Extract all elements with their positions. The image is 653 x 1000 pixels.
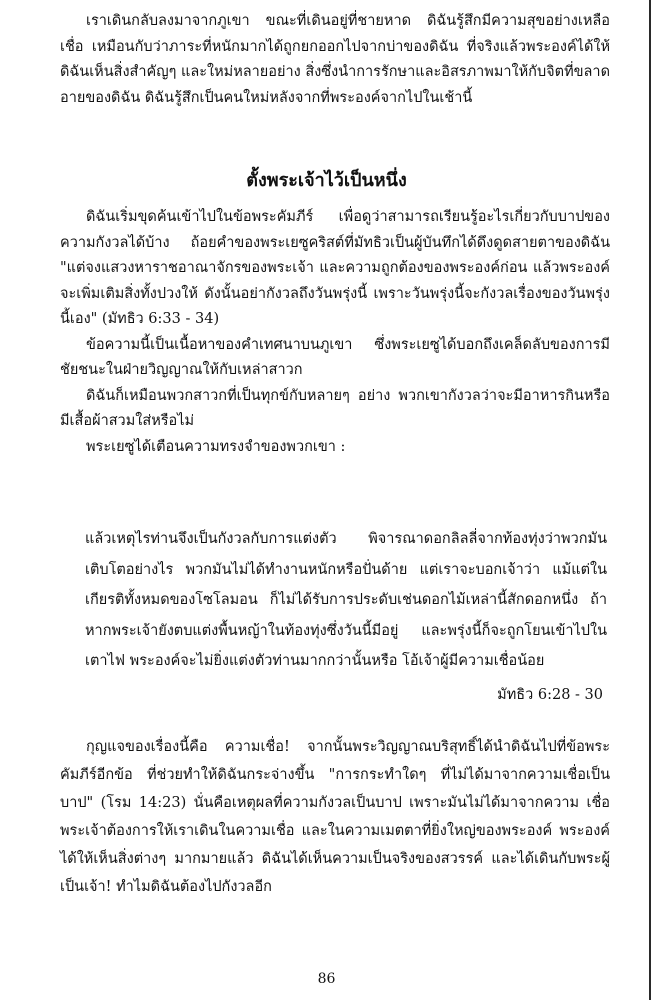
page-number: 86 <box>317 971 336 987</box>
body-paragraph-2: ข้อความนี้เป็นเนื้อหาของคำเทศนาบนภูเขา ซึ่งพระเยซูได้บอกถึงเคล็ดลับของการมีชัยชนะในฝ่ายวิญญาณให้กับเหล่าสาวก <box>60 336 610 378</box>
scripture-quote-reference: มัทธิว 6:28 - 30 <box>497 687 603 703</box>
body-paragraph-3: ดิฉันก็เหมือนพวกสาวกที่เป็นทุกข์กับหลายๆ อย่าง พวกเขากังวลว่าจะมีอาหารกินหรือมีเสื้อผ้าสวมใส่หรือไม่ <box>60 387 610 429</box>
section-heading: ตั้งพระเจ้าไว้เป็นหนึ่ง <box>246 170 407 191</box>
intro-paragraph: เราเดินกลับลงมาจากภูเขา ขณะที่เดินอยู่ที่ชายหาด ดิฉันรู้สึกมีความสุขอย่างเหลือเชื่อ เหมือนกับว่าภาระที่หนักมากได้ถูกยกออกไปจากบ่าของดิฉัน ที่จริงแล้วพระองค์ได้ให้ดิฉันเห็นสิ่งสำคัญๆ และใหม่หลายอย่าง สิ่งซึ่งนำการรักษาและอิสรภาพมาให้กับจิตที่ขลาดอายของดิฉัน ดิฉันรู้สึกเป็นคนใหม่หลังจากที่พระองค์จากไปในเช้านี้ <box>60 13 610 106</box>
body-paragraph-5: กุญแจของเรื่องนี้คือ ความเชื่อ! จากนั้นพระวิญญาณบริสุทธิ์ได้นำดิฉันไปที่ข้อพระคัมภีร์อีกข้อ ที่ช่วยทำให้ดิฉันกระจ่างขึ้น "การกระทำใดๆ ที่ไม่ได้มาจากความเชื่อเป็นบาป" (โรม 14:23) นั่นคือเหตุผลที่ความกังวลเป็นบาป เพราะมันไม่ได้มาจากความ เชื่อ พระเจ้าต้องการให้เราเดินในความเชื่อ และในความเมตตาที่ยิ่งใหญ่ของพระองค์ พระองค์ได้ให้เห็นสิ่งต่างๆ มากมายแล้ว ดิฉันได้เห็นความเป็นจริงของสวรรค์ และได้เดินกับพระผู้เป็นเจ้า! ทำไมดิฉันต้องไปกังวลอีก <box>60 739 610 895</box>
scripture-quote: แล้วเหตุไรท่านจึงเป็นกังวลกับการแต่งตัว พิจารณาดอกลิลลี่จากท้องทุ่งว่าพวกมันเติบโตอย่างไร พวกมันไม่ได้ทำงานหนักหรือปั่นด้าย แต่เราจะบอกเจ้าว่า แม้แต่ในเกียรติทั้งหมดของโซโลมอน ก็ไม่ได้รับการประดับเช่นดอกไม้เหล่านี้สักดอกหนึ่ง ถ้าหากพระเจ้ายังตบแต่งพื้นหญ้าในท้องทุ่งซึ่งวันนี้มีอยู่ และพรุ่งนี้ก็จะถูกโยนเข้าไปในเตาไฟ พระองค์จะไม่ยิ่งแต่งตัวท่านมากกว่านั้นหรือ โอ้เจ้าผู้มีความเชื่อน้อย <box>85 531 607 669</box>
page-edge-line <box>649 0 651 1000</box>
body-section-1 <box>60 205 610 460</box>
intro-section <box>60 9 610 111</box>
body-paragraph-4: พระเยซูได้เตือนความทรงจำของพวกเขา : <box>86 438 346 455</box>
body-paragraph-1: ดิฉันเริ่มขุดค้นเข้าไปในข้อพระคัมภีร์ เพื่อดูว่าสามารถเรียนรู้อะไรเกี่ยวกับบาปของความกังวลได้บ้าง ถ้อยคำของพระเยซูคริสต์ที่มัทธิวเป็นผู้บันทึกได้ดึงดูดสายตาของดิฉัน "แต่จงแสวงหาราชอาณาจักรของพระเจ้า และความถูกต้องของพระองค์ก่อน แล้วพระองค์จะเพิ่มเติมสิ่งทั้งปวงให้ ดังนั้นอย่ากังวลถึงวันพรุ่งนี้ เพราะวันพรุ่งนี้จะกังวลเรื่องของวันพรุ่งนี้เอง" (มัทธิว 6:33 - 34) <box>60 209 610 327</box>
body-section-2 <box>60 733 610 901</box>
